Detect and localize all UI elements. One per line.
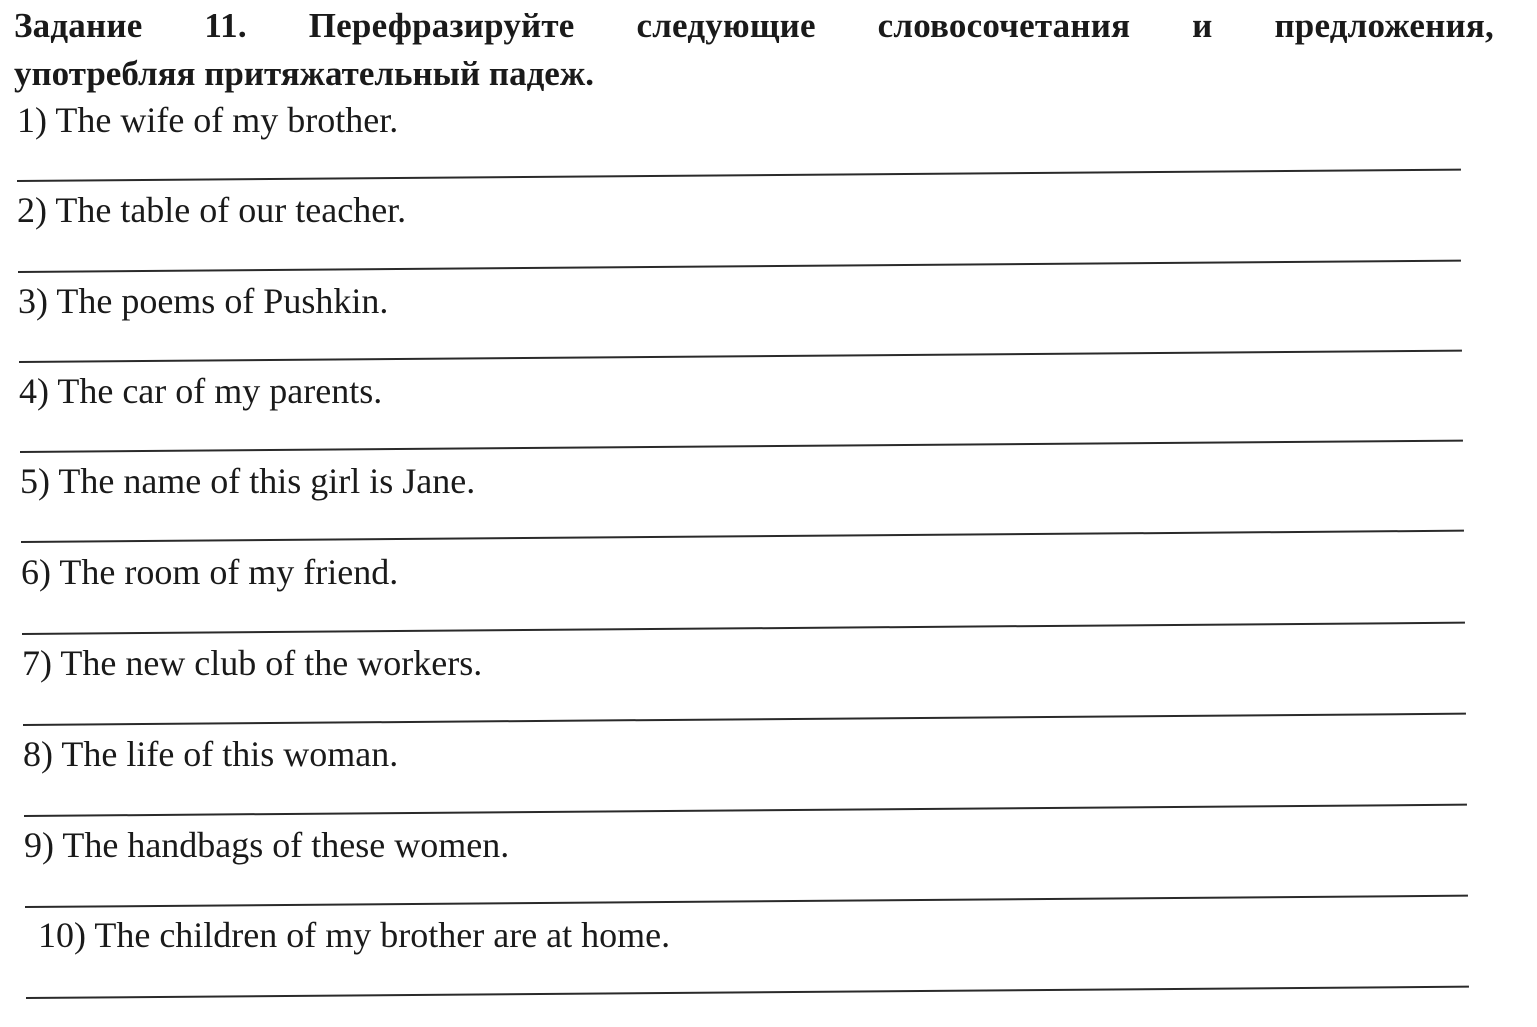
answer-line-9[interactable] (25, 895, 1468, 908)
answer-line-5[interactable] (21, 530, 1464, 543)
item-number: 5) (20, 461, 50, 501)
exercise-item-9 (24, 825, 509, 865)
exercise-item-5 (20, 461, 475, 501)
exercise-item-7 (22, 643, 482, 683)
item-text: The life of this woman. (61, 734, 399, 774)
answer-line-2[interactable] (18, 260, 1461, 273)
exercise-item-4 (19, 371, 382, 411)
answer-line-4[interactable] (20, 440, 1463, 453)
item-number: 10) (38, 915, 86, 955)
item-number: 2) (17, 190, 47, 230)
item-text: The poems of Pushkin. (56, 281, 389, 321)
item-text: The room of my friend. (59, 552, 399, 592)
exercise-item-2 (17, 190, 406, 230)
item-text: The table of our teacher. (55, 190, 407, 230)
answer-line-1[interactable] (17, 169, 1461, 182)
item-text: The new club of the workers. (60, 643, 483, 683)
exercise-item-10 (38, 915, 670, 955)
answer-line-10[interactable] (26, 986, 1469, 999)
exercise-item-8 (23, 734, 398, 774)
item-number: 4) (19, 371, 49, 411)
task-title-line-1: Задание 11. Перефразируйте следующие словосочетания и предложения, (14, 6, 1494, 45)
item-number: 6) (21, 552, 51, 592)
item-text: The handbags of these women. (62, 825, 510, 865)
answer-line-3[interactable] (19, 350, 1462, 363)
answer-line-8[interactable] (24, 804, 1467, 817)
item-text: The wife of my brother. (55, 100, 399, 140)
item-number: 8) (23, 734, 53, 774)
answer-line-6[interactable] (22, 622, 1465, 635)
item-text: The children of my brother are at home. (94, 915, 671, 955)
exercise-item-6 (21, 552, 398, 592)
item-number: 9) (24, 825, 54, 865)
item-number: 3) (18, 281, 48, 321)
item-text: The car of my parents. (57, 371, 383, 411)
item-text: The name of this girl is Jane. (58, 461, 476, 501)
exercise-item-1 (17, 100, 398, 140)
answer-line-7[interactable] (23, 713, 1466, 726)
task-title-line-2: употребляя притяжательный падеж. (14, 54, 594, 93)
exercise-item-3 (18, 281, 388, 321)
item-number: 7) (22, 643, 52, 683)
item-number: 1) (17, 100, 47, 140)
